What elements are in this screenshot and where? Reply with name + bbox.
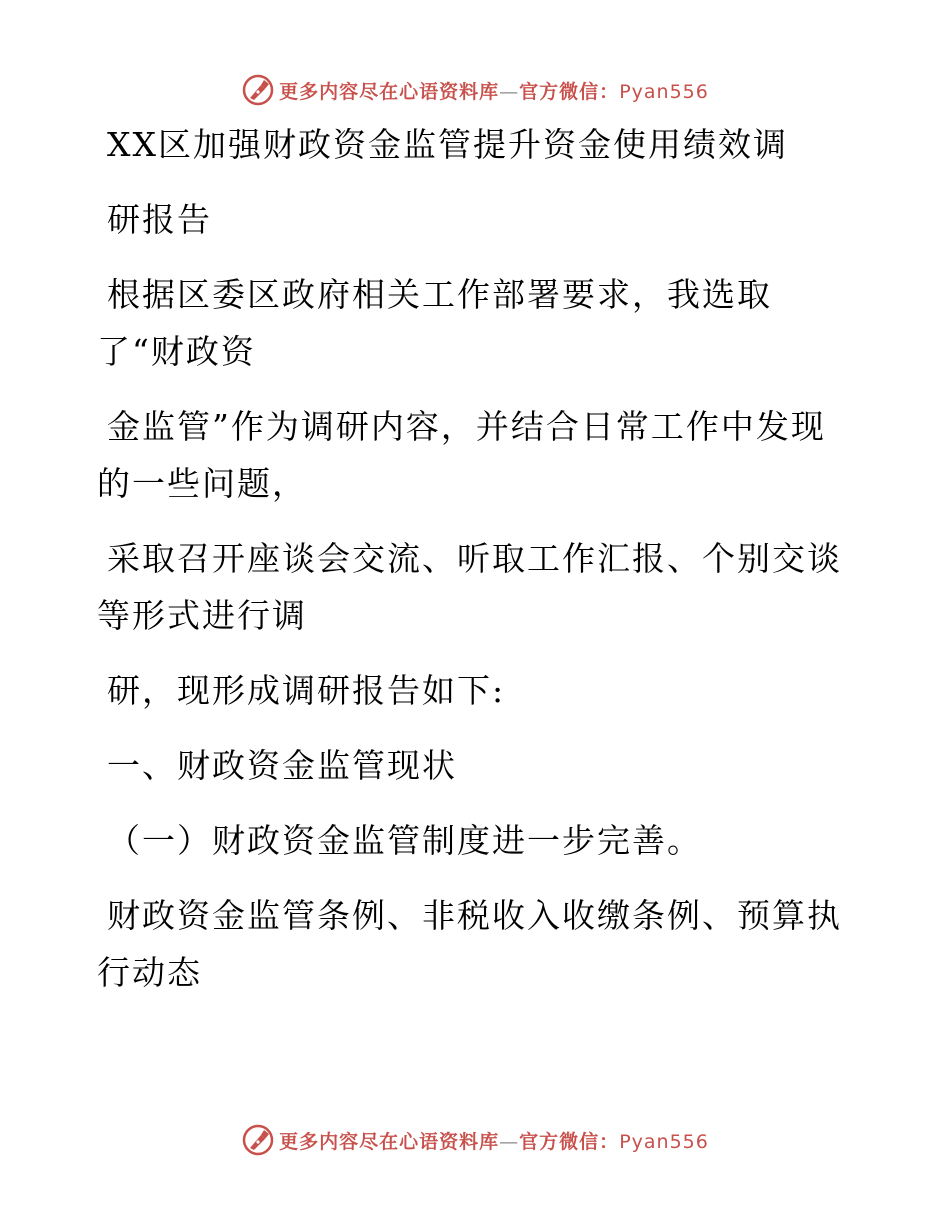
doc-paragraph-line: 财政资金监管条例、非税收入收缴条例、预算执 (107, 896, 842, 935)
pen-nib-logo-icon (241, 73, 275, 107)
doc-paragraph-line: 行动态 (97, 953, 202, 992)
doc-title-line-1: XX区加强财政资金监管提升资金使用绩效调 (107, 125, 788, 164)
footer-watermark (0, 1120, 950, 1160)
pen-nib-logo-icon (241, 1123, 275, 1157)
doc-paragraph-line: 了“财政资 (97, 332, 256, 371)
doc-paragraph-line: 的一些问题， (97, 464, 307, 503)
watermark-text: 更多内容尽在心语资料库—官方微信：Pyan556 (279, 80, 709, 103)
doc-title-line-2: 研报告 (107, 200, 212, 239)
doc-subsection-heading: （一）财政资金监管制度进一步完善。 (107, 821, 702, 860)
doc-paragraph-line: 金监管”作为调研内容，并结合日常工作中发现 (107, 407, 826, 446)
doc-paragraph-line: 研，现形成调研报告如下: (107, 671, 506, 710)
watermark-text: 更多内容尽在心语资料库—官方微信：Pyan556 (279, 1130, 709, 1153)
header-watermark (0, 70, 950, 110)
doc-paragraph-line: 采取召开座谈会交流、听取工作汇报、个别交谈 (107, 539, 842, 578)
doc-section-heading: 一、财政资金监管现状 (107, 746, 457, 785)
doc-paragraph-line: 等形式进行调 (97, 596, 307, 635)
doc-paragraph-line: 根据区委区政府相关工作部署要求，我选取 (107, 275, 772, 314)
